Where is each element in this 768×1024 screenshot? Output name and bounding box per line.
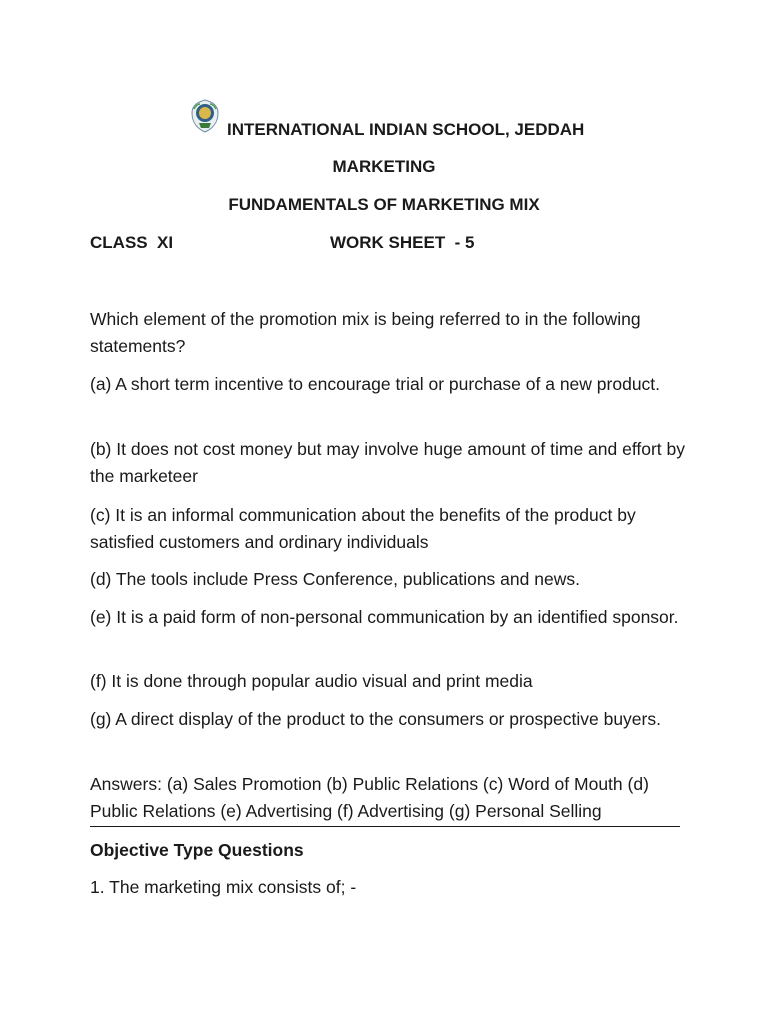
statement-g: (g) A direct display of the product to the consumers or prospective buyers. [90, 709, 661, 729]
topic-title: FUNDAMENTALS OF MARKETING MIX [228, 195, 540, 214]
objective-heading: Objective Type Questions [90, 840, 304, 860]
subject-title: MARKETING [332, 157, 436, 176]
statement-f: (f) It is done through popular audio visual and print media [90, 671, 533, 691]
answers-text: Answers: (a) Sales Promotion (b) Public Relations (c) Word of Mouth (d) Public Relations (e) Advertising (f) Advertising (g) Personal Selling [90, 774, 649, 821]
statement-c: (c) It is an informal communication about the benefits of the product by satisfied customers and ordinary individuals [90, 505, 636, 552]
school-crest-icon [190, 99, 220, 133]
divider [90, 826, 680, 827]
worksheet-label: WORK SHEET - 5 [330, 233, 475, 252]
school-name: INTERNATIONAL INDIAN SCHOOL, JEDDAH [227, 120, 585, 139]
statement-d: (d) The tools include Press Conference, publications and news. [90, 569, 580, 589]
objective-question-1: 1. The marketing mix consists of; - [90, 877, 357, 897]
statement-b: (b) It does not cost money but may involve huge amount of time and effort by the marketeer [90, 439, 685, 486]
statement-e: (e) It is a paid form of non-personal communication by an identified sponsor. [90, 607, 679, 627]
class-label: CLASS XI [90, 233, 174, 252]
statement-a: (a) A short term incentive to encourage trial or purchase of a new product. [90, 374, 661, 394]
question-prompt: Which element of the promotion mix is being referred to in the following statements? [90, 309, 641, 356]
